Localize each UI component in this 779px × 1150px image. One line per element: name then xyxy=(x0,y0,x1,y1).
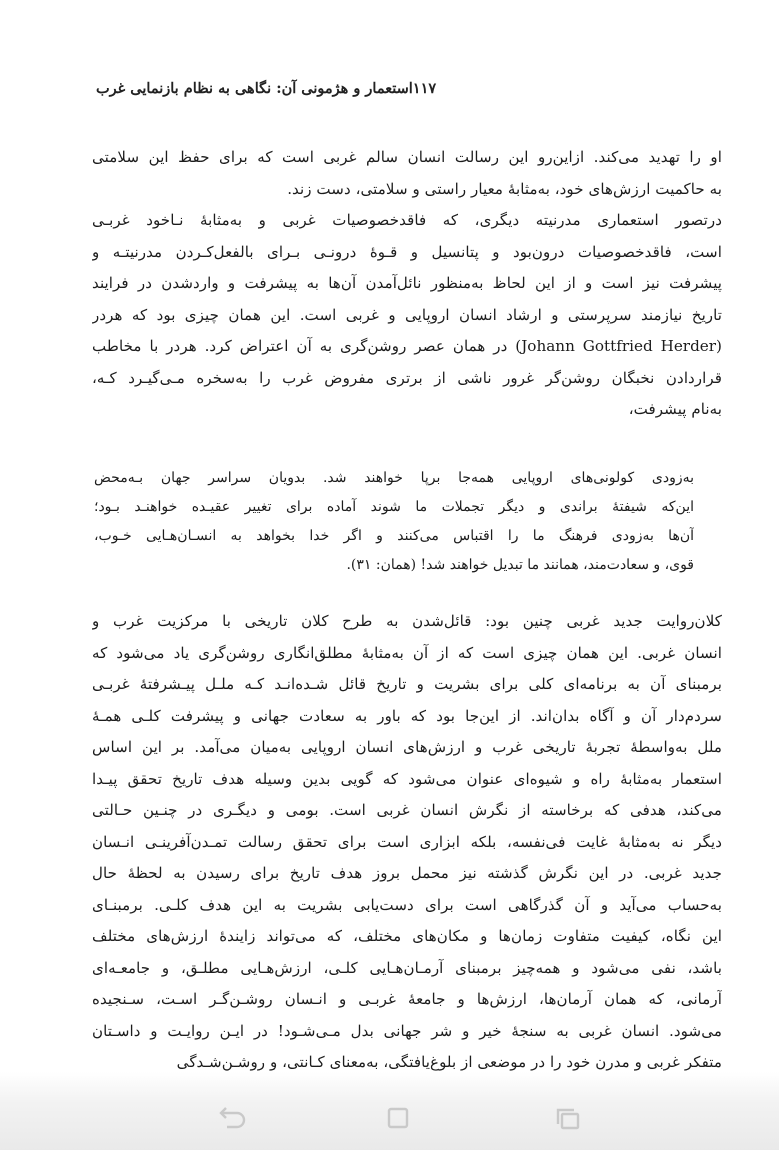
back-button[interactable] xyxy=(212,1100,252,1136)
paragraph-1-line: قراردادن نخبگان روشن‌گر غرور ناشی از برتری مفروض غرب را به‌سخره مـی‌گیـرد کـه، xyxy=(92,368,722,387)
home-square-icon xyxy=(385,1105,411,1131)
paragraph-3-line: جدید غربی. در این نگرش گذشته نیز محمل بروز هدف تاریخ برای رسیدن به لحظهٔ حال xyxy=(92,864,722,882)
paragraph-3-line: دیگر نه به‌مثابهٔ غایت فی‌نفسه، بلکه ابزاری است برای تحقق رسالت تمـدن‌آفرینـی انـسان xyxy=(92,832,722,851)
paragraph-3 xyxy=(92,606,722,1079)
paragraph-1-line: تاریخ نیازمند سرپرستی و ارشاد انسان اروپایی و غربی است. این همان چیزی بود که هردر xyxy=(92,305,722,324)
paragraph-1-line: (Johann Gottfried Herder) در همان عصر روشن‌گری به آن اعتراض کرد. هردر با مخاطب xyxy=(92,337,722,355)
paragraph-3-line: کلان‌روایت جدید غربی چنین بود: قائل‌شدن به طرح کلان تاریخی با مرکزیت غرب و xyxy=(92,612,722,630)
paragraph-3-line: می‌کند، هدفی که برخاسته از نگرش انسان غربی است. بومی و دیگـری در چنـین حـالتی xyxy=(92,801,722,819)
paragraph-3-line: به‌حساب می‌آید و آن گذرگاهی است برای دست‌یابی بشریت به این هدف کلـی. برمبنـای xyxy=(92,895,722,914)
quote-line: این‌که شیفتهٔ براندی و دیگر تجملات ما شوند آماده برای تغییر عقیـده خواهنـد بـود؛ xyxy=(94,499,694,515)
navigation-bar xyxy=(0,1072,779,1150)
paragraph-1-line: او را تهدید می‌کند. ازاین‌رو این رسالت انسان سالم غربی است که برای حفظ این سلامتی xyxy=(92,148,722,166)
paragraph-3-line: آرمانی، که همان آرمان‌ها، ارزش‌ها و جامعهٔ غربـی و انـسان روشـن‌گـر اسـت، سـنجیده xyxy=(92,990,722,1008)
home-button[interactable] xyxy=(378,1100,418,1136)
running-title: استعمار و هژمونی آن: نگاهی به نظام بازنمایی غرب xyxy=(96,80,413,97)
paragraph-1-line: به‌نام پیشرفت، xyxy=(628,400,722,418)
paragraph-3-line: سردم‌دار آن و آگاه بدان‌اند. از این‌جا بود که باور به سعادت جهانی و پیشرفت کلـی همـهٔ xyxy=(92,706,722,725)
running-header xyxy=(96,80,437,106)
paragraph-3-line: این نگاه، کیفیت متفاوت زمان‌ها و مکان‌های مختلف، که می‌تواند زایندهٔ ارزش‌های مختلف xyxy=(92,927,722,945)
paragraph-1-line: پیشرفت نیز است و از این لحاظ به‌منظور نائل‌آمدن آن‌ها به پیشرفت و واردشدن در فرایند xyxy=(92,274,722,292)
back-arrow-icon xyxy=(217,1105,247,1131)
quote-line: آن‌ها به‌زودی فرهنگ ما را اقتباس می‌کنند و اگر خدا بخواهد به انسـان‌هـایی خـوب، xyxy=(94,528,694,544)
paragraph-1-line: است، فاقدخصوصیات درون‌بود و پتانسیل و قـوهٔ درونـی بـرای بالفعل‌کـردن مدرنیتـه و xyxy=(92,242,722,261)
quote-line: به‌زودی کولونی‌های اروپایی همه‌جا برپا خواهند شد. بدویان سراسر جهان بـه‌محض xyxy=(94,470,694,486)
paragraph-3-line: برمبنای آن به برنامه‌ای کلی برای بشریت و تاریخ قائل شـده‌انـد کـه ملـل پیـشرفتهٔ غربـی xyxy=(92,675,722,693)
recent-apps-button[interactable] xyxy=(548,1100,588,1136)
paragraph-3-line: انسان غربی. این همان چیزی است که از آن به‌مثابهٔ مطلق‌انگاری روشن‌گری یاد می‌شود که xyxy=(92,643,722,662)
block-quote xyxy=(94,464,694,580)
paragraph-1 xyxy=(92,142,722,426)
paragraph-3-line: باشد، نفی می‌شود و همه‌چیز برمبنای آرمـان‌هـایی کلـی، ارزش‌هـایی مطلـق، و جامعـه‌ای xyxy=(92,958,722,977)
paragraph-3-line: استعمار به‌مثابهٔ راه و شیوه‌ای عنوان می‌شود که گویی بدین وسیله هدف تاریخ تحقق پیـدا xyxy=(92,769,722,788)
paragraph-1-line: درتصور استعماری مدرنیته دیگری، که فاقدخصوصیات غربی و به‌مثابهٔ نـاخود غربـی xyxy=(92,211,722,229)
quote-line: قوی، و سعادت‌مند، همانند ما تبدیل خواهند شد! (همان: ۳۱). xyxy=(346,557,694,573)
recent-apps-icon xyxy=(553,1105,583,1131)
paragraph-3-line: ملل به‌واسطهٔ تجربهٔ تاریخی غرب و ارزش‌های انسان اروپایی به‌میان می‌آمد. بر این اساس xyxy=(92,738,722,756)
page-number: ۱۱۷ xyxy=(412,80,437,97)
paragraph-3-line: متفکر غربی و مدرن خود را در موضعی از بلوغ‌یافتگی، به‌معنای کـانتی، و روشـن‌شـدگی xyxy=(176,1053,722,1071)
paragraph-1-line: به حاکمیت ارزش‌های خود، به‌مثابهٔ معیار راستی و سلامتی، دست زند. xyxy=(287,179,722,198)
paragraph-3-line: می‌شود. انسان غربی به سنجهٔ خیر و شر جهانی بدل مـی‌شـود! در ایـن روایـت و داسـتان xyxy=(92,1021,722,1040)
